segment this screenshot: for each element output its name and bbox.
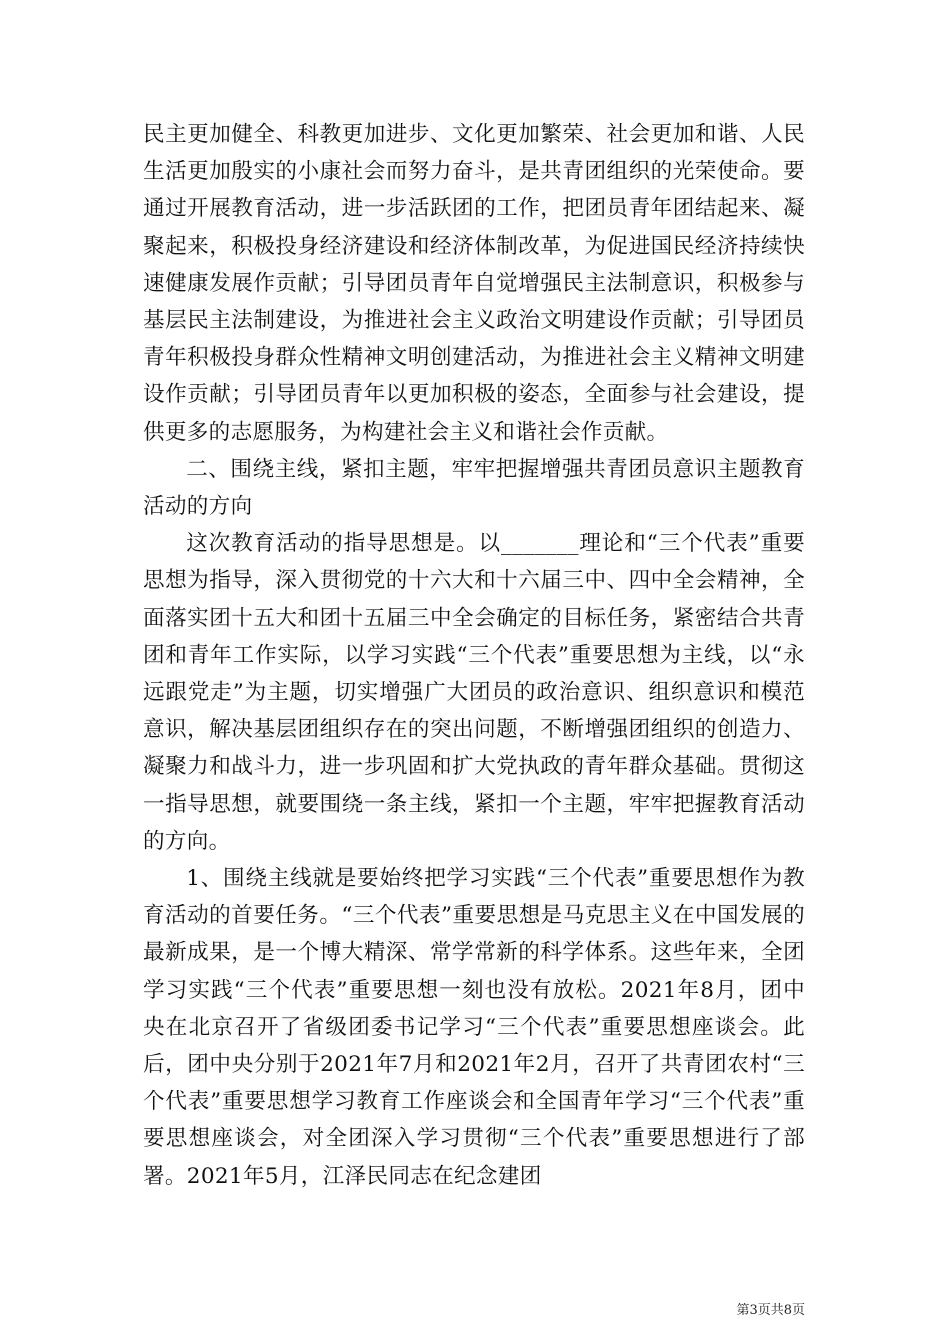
paragraph-continuation: 民主更加健全、科教更加进步、文化更加繁荣、社会更加和谐、人民生活更加殷实的小康社会而努力奋斗，是共青团组织的光荣使命。要通过开展教育活动，进一步活跃团的工作，把团员青年团结起来、凝聚起来，积极投身经济建设和经济体制改革，为促进国民经济持续快速健康发展作贡献；引导团员青年自觉增强民主法制意识，积极参与基层民主法制建设，为推进社会主义政治文明建设作贡献；引导团员青年积极投身群众性精神文明创建活动，为推进社会主义精神文明建设作贡献；引导团员青年以更加积极的姿态，全面参与社会建设，提供更多的志愿服务，为构建社会主义和谐社会作贡献。: [143, 122, 805, 445]
section-heading: 二、围绕主线，紧扣主题，牢牢把握增强共青团员意识主题教育活动的方向: [143, 456, 805, 520]
paragraph-guiding-thought: 这次教育活动的指导思想是。以_______理论和“三个代表”重要思想为指导，深入贯彻党的十六大和十六届三中、四中全会精神，全面落实团十五大和团十五届三中全会确定的目标任务，紧密结合共青团和青年工作实际，以学习实践“三个代表”重要思想为主线，以“永远跟党走”为主题，切实增强广大团员的政治意识、组织意识和模范意识，解决基层团组织存在的突出问题，不断增强团组织的创造力、凝聚力和战斗力，进一步巩固和扩大党执政的青年群众基础。贯彻这一指导思想，就要围绕一条主线，紧扣一个主题，牢牢把握教育活动的方向。: [143, 531, 805, 854]
document-body: [143, 116, 805, 1195]
paragraph-main-line: 1、围绕主线就是要始终把学习实践“三个代表”重要思想作为教育活动的首要任务。“三个代表”重要思想是马克思主义在中国发展的最新成果，是一个博大精深、常学常新的科学体系。这些年来，全团学习实践“三个代表”重要思想一刻也没有放松。2021年8月，团中央在北京召开了省级团委书记学习“三个代表”重要思想座谈会。此后，团中央分别于2021年7月和2021年2月，召开了共青团农村“三个代表”重要思想学习教育工作座谈会和全国青年学习“三个代表”重要思想座谈会，对全团深入学习贯彻“三个代表”重要思想进行了部署。2021年5月，江泽民同志在纪念建团: [143, 866, 805, 1189]
page-number: 第3页共8页: [736, 1303, 805, 1318]
